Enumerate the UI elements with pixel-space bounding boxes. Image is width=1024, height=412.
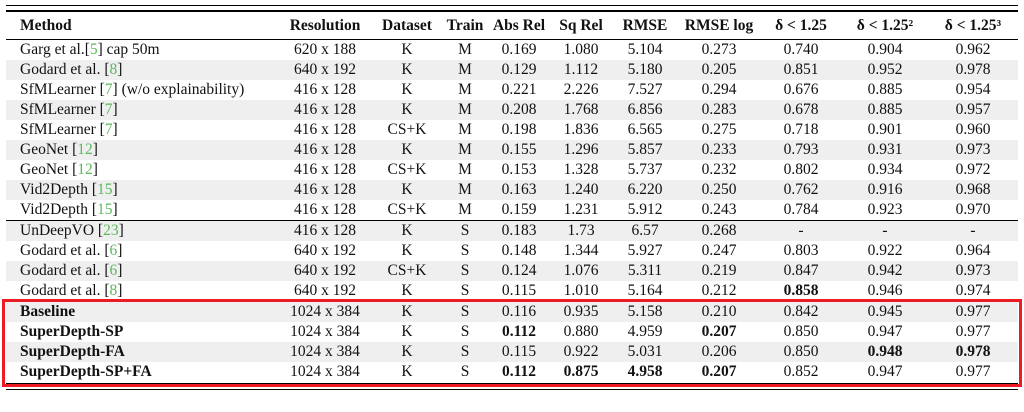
metric-cell: 0.153: [501, 161, 537, 178]
metric-cell: 0.762: [783, 181, 819, 198]
table-body: [6, 40, 1018, 383]
metric-cell: 0.970: [955, 201, 991, 218]
citation-bracket-open: [: [84, 41, 90, 58]
table-row: [6, 100, 1018, 120]
metric-cell: 1.836: [563, 121, 599, 138]
metric-cell: 0.243: [701, 201, 737, 218]
train-cell: M: [458, 61, 472, 78]
citation-bracket-open: [: [72, 161, 78, 178]
metric-cell: 5.031: [627, 343, 663, 360]
citation-link[interactable]: 23: [103, 222, 119, 239]
dataset-cell: K: [401, 141, 413, 158]
metric-cell: 0.904: [867, 41, 903, 58]
citation-bracket-close: ]: [112, 101, 118, 118]
train-cell: S: [460, 343, 470, 360]
metric-cell: 5.180: [627, 61, 663, 78]
metric-cell: 0.978: [955, 61, 991, 78]
train-cell: S: [442, 302, 488, 323]
citation-link[interactable]: 7: [104, 121, 113, 138]
results-table: [6, 12, 1018, 382]
metric-cell: 0.205: [701, 61, 737, 78]
citation-bracket-close: ]: [97, 41, 103, 58]
metric-cell: 0.116: [488, 302, 550, 323]
metric-cell: 5.164: [627, 282, 663, 299]
metric-cell: 0.851: [783, 61, 819, 78]
metric-cell: 0.942: [867, 262, 903, 279]
metric-cell: 0.880: [563, 323, 599, 340]
train-cell: M: [458, 41, 472, 58]
metric-cell: 4.958: [627, 363, 663, 380]
table-row: [6, 160, 1018, 180]
dataset-cell: K: [401, 323, 413, 340]
metric-cell: 0.155: [501, 141, 537, 158]
train-cell: S: [460, 323, 470, 340]
metric-cell: 6.565: [627, 121, 663, 138]
metric-cell: 0.977: [928, 302, 1018, 323]
table-row: [6, 200, 1018, 221]
metric-cell: 0.973: [955, 262, 991, 279]
method-name: SfMLearner: [20, 121, 100, 138]
citation-link[interactable]: 8: [109, 61, 118, 78]
citation-bracket-open: [: [99, 121, 105, 138]
train-cell: S: [460, 282, 470, 299]
method-cell: [6, 100, 278, 120]
metric-cell: 0.294: [701, 81, 737, 98]
metric-cell: 0.934: [867, 161, 903, 178]
citation-bracket-open: [: [99, 81, 105, 98]
metric-cell: 0.207: [701, 363, 737, 380]
metric-cell: 0.875: [563, 363, 599, 380]
dataset-cell: K: [401, 242, 413, 259]
citation-bracket-close: ]: [117, 262, 123, 279]
method-name: SfMLearner: [20, 101, 100, 118]
citation-link[interactable]: 8: [109, 282, 118, 299]
resolution-cell: 416 x 128: [294, 81, 356, 98]
train-cell: S: [442, 221, 488, 242]
dataset-cell: K: [401, 61, 413, 78]
resolution-cell: 416 x 128: [294, 121, 356, 138]
metric-cell: 0.858: [783, 282, 819, 299]
method-cell: [6, 140, 278, 160]
method-name: Godard et al.: [20, 242, 105, 259]
table-wrap: [6, 5, 1018, 390]
metric-cell: 0.923: [867, 201, 903, 218]
metric-cell: 0.947: [867, 323, 903, 340]
resolution-cell: 416 x 128: [294, 141, 356, 158]
metric-cell: 5.737: [627, 161, 663, 178]
metric-cell: 0.972: [955, 161, 991, 178]
train-cell: M: [458, 81, 472, 98]
train-cell: M: [458, 161, 472, 178]
citation-bracket-open: [: [72, 141, 78, 158]
metric-cell: 0.198: [501, 121, 537, 138]
method-name: Godard et al.: [20, 282, 105, 299]
metric-cell: 5.104: [627, 41, 663, 58]
method-cell: [6, 160, 278, 180]
resolution-cell: 640 x 192: [294, 61, 356, 78]
method-suffix: cap 50m: [102, 41, 160, 58]
metric-cell: 1.076: [563, 262, 599, 279]
metric-cell: 1.010: [563, 282, 599, 299]
table-row: [6, 342, 1018, 362]
metric-cell: 0.922: [867, 242, 903, 259]
method-name: GeoNet: [20, 161, 73, 178]
method-name: UnDeepVO: [20, 222, 98, 239]
metric-cell: 0.219: [701, 262, 737, 279]
metric-cell: 0.129: [501, 61, 537, 78]
method-name: SuperDepth-SP: [20, 323, 124, 340]
metric-cell: 6.856: [627, 101, 663, 118]
metric-cell: 1.296: [563, 141, 599, 158]
header-row: [6, 12, 1018, 40]
method-cell: [6, 200, 278, 221]
citation-bracket-close: ]: [112, 121, 118, 138]
table-row: [6, 281, 1018, 302]
table-row: [6, 140, 1018, 160]
dataset-cell: CS+K: [387, 201, 427, 218]
table-row: [6, 120, 1018, 140]
metric-cell: 0.206: [701, 343, 737, 360]
citation-bracket-open: [: [104, 61, 110, 78]
resolution-cell: 1024 x 384: [278, 302, 372, 323]
method-name: Baseline: [20, 303, 76, 320]
dataset-cell: CS+K: [387, 262, 427, 279]
resolution-cell: 1024 x 384: [290, 343, 360, 360]
metric-cell: 5.158: [612, 302, 678, 323]
method-cell: [6, 40, 278, 61]
method-name: SuperDepth-FA: [20, 343, 125, 360]
citation-bracket-close: ]: [117, 282, 123, 299]
column-header-rmse: RMSE: [612, 12, 678, 40]
column-header-sq-rel: Sq Rel: [550, 12, 612, 40]
metric-cell: 0.802: [783, 161, 819, 178]
metric-cell: 0.931: [867, 141, 903, 158]
metric-cell: 0.973: [955, 141, 991, 158]
top-rule: [6, 5, 1018, 12]
resolution-cell: 1024 x 384: [290, 323, 360, 340]
table-row: [6, 40, 1018, 61]
metric-cell: 0.948: [867, 343, 903, 360]
table-row: [6, 60, 1018, 80]
metric-cell: 0.210: [678, 302, 760, 323]
metric-cell: 1.112: [563, 61, 599, 78]
resolution-cell: 640 x 192: [294, 282, 356, 299]
method-cell: [6, 322, 278, 342]
metric-cell: 0.159: [501, 201, 537, 218]
citation-bracket-open: [: [91, 181, 97, 198]
metric-cell: 0.115: [501, 343, 537, 360]
train-cell: S: [460, 363, 470, 380]
metric-cell: 0.885: [867, 81, 903, 98]
table-row: [6, 322, 1018, 342]
metric-cell: 0.946: [867, 282, 903, 299]
metric-cell: 0.962: [955, 41, 991, 58]
metric-cell: 0.952: [867, 61, 903, 78]
metric-cell: 0.847: [783, 262, 819, 279]
metric-cell: 0.916: [867, 181, 903, 198]
table-row: [6, 261, 1018, 281]
metric-cell: 0.935: [550, 302, 612, 323]
citation-bracket-open: [: [91, 201, 97, 218]
dataset-cell: K: [401, 81, 413, 98]
metric-cell: 1.240: [563, 181, 599, 198]
bottom-rule: [6, 383, 1018, 390]
table-row: [6, 180, 1018, 200]
dataset-cell: CS+K: [387, 121, 427, 138]
metric-cell: 0.148: [501, 242, 537, 259]
metric-cell: 0.803: [783, 242, 819, 259]
metric-cell: 1.328: [563, 161, 599, 178]
column-header-method: Method: [6, 12, 278, 40]
column-header-train: Train: [442, 12, 488, 40]
dataset-cell: K: [372, 302, 442, 323]
citation-bracket-open: [: [99, 101, 105, 118]
metric-cell: 0.207: [701, 323, 737, 340]
metric-cell: 0.922: [563, 343, 599, 360]
resolution-cell: 416 x 128: [294, 161, 356, 178]
method-name: Vid2Depth: [20, 181, 92, 198]
train-cell: M: [458, 201, 472, 218]
resolution-cell: 416 x 128: [294, 201, 356, 218]
method-suffix: (w/o explainability): [117, 81, 245, 98]
metric-cell: 0.221: [501, 81, 537, 98]
metric-cell: 5.857: [627, 141, 663, 158]
method-cell: [6, 362, 278, 382]
metric-cell: 0.212: [701, 282, 737, 299]
metric-cell: 0.275: [701, 121, 737, 138]
citation-bracket-close: ]: [112, 181, 118, 198]
metric-cell: 7.527: [627, 81, 663, 98]
column-header-rmse-log: RMSE log: [678, 12, 760, 40]
resolution-cell: 416 x 128: [294, 181, 356, 198]
metric-cell: 1.231: [563, 201, 599, 218]
method-cell: [6, 302, 278, 323]
citation-link[interactable]: 7: [104, 101, 113, 118]
column-header-delta-2: δ < 1.25²: [842, 12, 928, 40]
metric-cell: 4.959: [627, 323, 663, 340]
citation-bracket-close: ]: [117, 61, 123, 78]
train-cell: M: [458, 101, 472, 118]
method-name: Garg et al.: [20, 41, 85, 58]
method-cell: [6, 60, 278, 80]
metric-cell: 0.115: [501, 282, 537, 299]
metric-cell: 0.947: [867, 363, 903, 380]
metric-cell: 2.226: [563, 81, 599, 98]
dataset-cell: K: [401, 101, 413, 118]
table-row: [6, 362, 1018, 382]
method-cell: [6, 221, 278, 242]
method-name: SfMLearner: [20, 81, 100, 98]
method-name: Godard et al.: [20, 262, 105, 279]
column-header-abs-rel: Abs Rel: [488, 12, 550, 40]
metric-cell: 6.220: [627, 181, 663, 198]
metric-cell: 1.768: [563, 101, 599, 118]
metric-cell: 0.169: [501, 41, 537, 58]
metric-cell: 0.968: [955, 181, 991, 198]
metric-cell: 0.124: [501, 262, 537, 279]
citation-link[interactable]: 15: [97, 201, 113, 218]
metric-cell: 0.233: [701, 141, 737, 158]
dataset-cell: K: [372, 221, 442, 242]
dataset-cell: CS+K: [387, 161, 427, 178]
metric-cell: 0.964: [955, 242, 991, 259]
train-cell: S: [460, 262, 470, 279]
method-name: Godard et al.: [20, 61, 105, 78]
citation-link[interactable]: 5: [89, 41, 98, 58]
metric-cell: 0.183: [488, 221, 550, 242]
metric-cell: 0.960: [955, 121, 991, 138]
metric-cell: 0.232: [701, 161, 737, 178]
dataset-cell: K: [401, 282, 413, 299]
column-header-delta-3: δ < 1.25³: [928, 12, 1018, 40]
metric-cell: 0.978: [955, 343, 991, 360]
resolution-cell: 416 x 128: [294, 101, 356, 118]
method-name: GeoNet: [20, 141, 73, 158]
resolution-cell: 620 x 188: [294, 41, 356, 58]
method-cell: [6, 180, 278, 200]
citation-link[interactable]: 6: [109, 262, 118, 279]
metric-cell: 6.57: [612, 221, 678, 242]
method-cell: [6, 80, 278, 100]
metric-cell: 0.163: [501, 181, 537, 198]
citation-link[interactable]: 12: [77, 141, 93, 158]
citation-link[interactable]: 6: [109, 242, 118, 259]
metric-cell: -: [928, 221, 1018, 242]
metric-cell: 0.957: [955, 101, 991, 118]
table-row: [6, 80, 1018, 100]
metric-cell: 0.112: [501, 323, 537, 340]
train-cell: M: [458, 181, 472, 198]
column-header-delta-1: δ < 1.25: [760, 12, 842, 40]
metric-cell: 0.793: [783, 141, 819, 158]
metric-cell: 0.901: [867, 121, 903, 138]
metric-cell: 0.945: [842, 302, 928, 323]
train-cell: S: [460, 242, 470, 259]
metric-cell: 0.885: [867, 101, 903, 118]
method-cell: [6, 281, 278, 302]
method-cell: [6, 342, 278, 362]
metric-cell: 0.250: [701, 181, 737, 198]
dataset-cell: K: [401, 343, 413, 360]
column-header-resolution: Resolution: [278, 12, 372, 40]
metric-cell: 0.678: [783, 101, 819, 118]
resolution-cell: 640 x 192: [294, 242, 356, 259]
citation-bracket-open: [: [104, 262, 110, 279]
table-row: [6, 241, 1018, 261]
metric-cell: 0.852: [783, 363, 819, 380]
metric-cell: 0.268: [678, 221, 760, 242]
method-cell: [6, 241, 278, 261]
metric-cell: 5.311: [627, 262, 663, 279]
metric-cell: 0.850: [783, 323, 819, 340]
citation-bracket-close: ]: [112, 201, 118, 218]
citation-bracket-close: ]: [92, 141, 98, 158]
citation-bracket-open: [: [104, 282, 110, 299]
metric-cell: 0.283: [701, 101, 737, 118]
metric-cell: 0.784: [783, 201, 819, 218]
metric-cell: 5.912: [627, 201, 663, 218]
citation-bracket-close: ]: [112, 81, 118, 98]
table-row: [6, 302, 1018, 323]
metric-cell: 1.080: [563, 41, 599, 58]
method-name: Vid2Depth: [20, 201, 92, 218]
resolution-cell: 416 x 128: [278, 221, 372, 242]
metric-cell: 0.974: [955, 282, 991, 299]
metric-cell: 0.740: [783, 41, 819, 58]
citation-bracket-close: ]: [92, 161, 98, 178]
dataset-cell: K: [401, 363, 413, 380]
citation-link[interactable]: 7: [104, 81, 113, 98]
metric-cell: 0.273: [701, 41, 737, 58]
metric-cell: 5.927: [627, 242, 663, 259]
dataset-cell: K: [401, 181, 413, 198]
metric-cell: 0.676: [783, 81, 819, 98]
train-cell: M: [458, 141, 472, 158]
method-cell: [6, 120, 278, 140]
citation-link[interactable]: 15: [97, 181, 113, 198]
metric-cell: 0.718: [783, 121, 819, 138]
method-name: SuperDepth-SP+FA: [20, 363, 152, 380]
citation-link[interactable]: 12: [77, 161, 93, 178]
metric-cell: -: [842, 221, 928, 242]
citation-bracket-open: [: [97, 222, 104, 239]
metric-cell: -: [760, 221, 842, 242]
citation-bracket-close: ]: [117, 242, 123, 259]
resolution-cell: 640 x 192: [294, 262, 356, 279]
metric-cell: 0.112: [501, 363, 537, 380]
method-cell: [6, 261, 278, 281]
metric-cell: 1.344: [563, 242, 599, 259]
dataset-cell: K: [401, 41, 413, 58]
metric-cell: 0.850: [783, 343, 819, 360]
resolution-cell: 1024 x 384: [290, 363, 360, 380]
table-row: [6, 221, 1018, 242]
citation-bracket-close: ]: [118, 222, 124, 239]
metric-cell: 0.977: [955, 323, 991, 340]
metric-cell: 0.208: [501, 101, 537, 118]
metric-cell: 1.73: [550, 221, 612, 242]
metric-cell: 0.247: [701, 242, 737, 259]
train-cell: M: [458, 121, 472, 138]
column-header-dataset: Dataset: [372, 12, 442, 40]
metric-cell: 0.977: [955, 363, 991, 380]
metric-cell: 0.954: [955, 81, 991, 98]
metric-cell: 0.842: [760, 302, 842, 323]
citation-bracket-open: [: [104, 242, 110, 259]
